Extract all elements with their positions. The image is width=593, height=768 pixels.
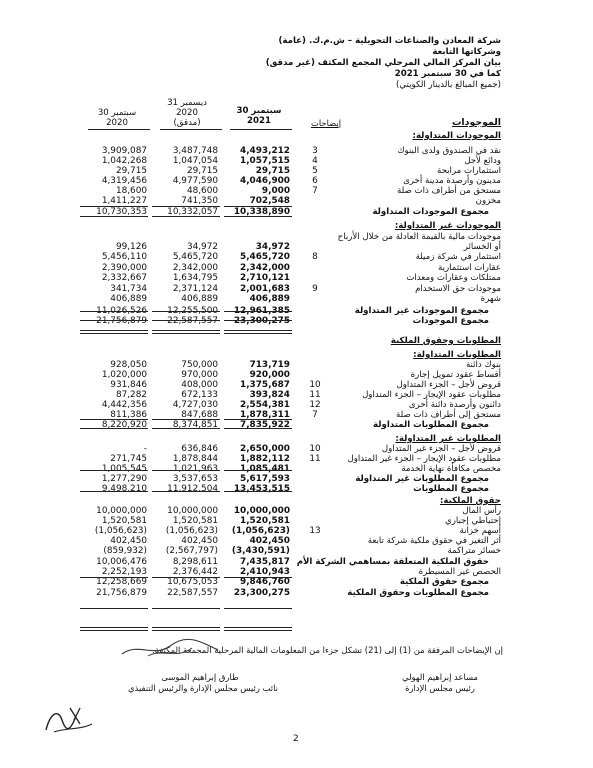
signatory-right-name: مساعد إبراهيم الهولي — [402, 672, 478, 682]
value-sep-2021: 29,715 — [255, 166, 290, 176]
rule — [224, 608, 292, 609]
rule — [80, 491, 148, 492]
value-dec-2020: 970,000 — [181, 370, 218, 380]
row-label: دائنون وأرصدة دائنة أخرى — [408, 400, 501, 410]
rule — [152, 311, 220, 312]
row-label: موجودات حق الاستخدام — [415, 284, 501, 294]
row-note-ref: 7 — [312, 186, 318, 196]
value-sep-2021: 2,650,000 — [240, 444, 290, 454]
value-dec-2020: 1,047,054 — [172, 156, 218, 166]
rule — [152, 608, 220, 609]
value-dec-2020: 408,000 — [181, 380, 218, 390]
row-label: مخصص مكافأة نهاية الخدمة — [401, 464, 501, 474]
value-sep-2021: 1,375,687 — [240, 380, 290, 390]
rule — [80, 577, 148, 578]
value-sep-2021: 10,000,000 — [233, 506, 290, 516]
col-header-dec2020 — [156, 98, 218, 128]
row-label: أو الخسائر — [463, 242, 501, 252]
col-header-sep2020 — [86, 108, 148, 128]
signatory-left-title: نائب رئيس مجلس الإدارة والرئيس التنفيذي — [128, 683, 278, 693]
value-sep-2020: (859,932) — [103, 546, 147, 556]
value-dec-2020: 2,371,124 — [172, 284, 218, 294]
rule — [224, 419, 292, 420]
value-dec-2020: 741,350 — [181, 196, 218, 206]
value-sep-2021: 2,410,943 — [240, 567, 290, 577]
row-label: الموجودات المتداولة: — [412, 131, 501, 141]
row-label: نقد في الصندوق ولدى البنوك — [397, 146, 501, 156]
rule — [224, 216, 292, 217]
value-sep-2020: 811,386 — [110, 410, 147, 420]
double-rule — [224, 330, 292, 334]
value-sep-2021: 23,300,275 — [233, 316, 290, 326]
value-sep-2020: 271,745 — [110, 454, 147, 464]
value-sep-2021: 702,548 — [249, 196, 290, 206]
row-label: أقساط عقود تمويل إجارة — [410, 370, 501, 380]
row-note-ref: 7 — [312, 410, 318, 420]
row-label: خسائر متراكمة — [447, 546, 501, 556]
rule — [80, 320, 148, 321]
row-note-ref: 5 — [312, 166, 318, 176]
row-note-ref: 13 — [309, 526, 321, 536]
statement-date: كما في 30 سبتمبر 2021 — [394, 69, 501, 79]
value-sep-2021: 2,554,381 — [240, 400, 290, 410]
value-sep-2020: 21,756,879 — [96, 316, 147, 326]
value-dec-2020: 1,021,963 — [172, 464, 218, 474]
value-sep-2020: 406,889 — [110, 294, 147, 304]
row-label: استثمارات مرابحة — [437, 166, 501, 176]
value-sep-2020: (1,056,623) — [94, 526, 147, 536]
col-header-underline-2021 — [230, 129, 292, 130]
row-label: إحتياطي إجباري — [444, 516, 501, 526]
row-label: بنوك دائنة — [465, 360, 501, 370]
value-sep-2021: 7,835,922 — [240, 420, 290, 430]
value-sep-2020: - — [143, 444, 147, 454]
rule — [224, 311, 292, 312]
value-dec-2020: 22,587,557 — [167, 316, 218, 326]
value-dec-2020: 4,727,030 — [172, 400, 218, 410]
value-sep-2020: 928,050 — [110, 360, 147, 370]
page-number: 2 — [293, 734, 299, 744]
row-label: الحصص غير المسيطرة — [418, 567, 501, 577]
value-sep-2020: 10,006,476 — [96, 557, 147, 567]
value-sep-2020: 2,332,667 — [101, 273, 147, 283]
value-sep-2020: 18,600 — [115, 186, 147, 196]
row-note-ref: 11 — [309, 454, 321, 464]
row-label: مجموع الموجودات غير المتداولة — [354, 306, 489, 316]
value-sep-2020: 10,000,000 — [96, 506, 147, 516]
value-dec-2020: 2,342,000 — [172, 263, 218, 273]
row-label: مجموع المطلوبات وحقوق الملكية — [347, 588, 489, 598]
row-label: مجموع المطلوبات المتداولة — [373, 420, 489, 430]
value-sep-2021: 10,338,890 — [233, 207, 290, 217]
value-dec-2020: 1,520,581 — [172, 516, 218, 526]
value-sep-2021: 34,972 — [255, 242, 290, 252]
value-dec-2020: 5,465,720 — [172, 252, 218, 262]
row-label: الموجودات غير المتداولة: — [394, 221, 501, 231]
rule — [152, 428, 220, 429]
rule — [80, 419, 148, 420]
subsidiaries-line: وشركاتها التابعة — [432, 47, 501, 57]
row-label: أسهم خزانة — [459, 526, 501, 536]
rule — [224, 320, 292, 321]
row-label: ودائع لأجل — [464, 156, 501, 166]
row-label: حقوق الملكية المتعلقة بمساهمي الشركة الأم — [296, 557, 489, 567]
value-sep-2020: 1,005,545 — [101, 464, 147, 474]
value-sep-2020: 8,220,920 — [101, 420, 147, 430]
value-sep-2020: 5,456,110 — [101, 252, 147, 262]
double-rule — [152, 330, 220, 334]
value-dec-2020: 8,374,851 — [172, 420, 218, 430]
double-rule — [80, 330, 148, 334]
row-label: مطلوبات عقود الإيجار – الجزء غير المتداول — [347, 454, 501, 464]
value-sep-2020: 1,020,000 — [101, 370, 147, 380]
row-note-ref: 6 — [312, 176, 318, 186]
value-sep-2020: 87,282 — [115, 390, 147, 400]
value-dec-2020: 2,376,442 — [172, 567, 218, 577]
value-dec-2020: 3,487,748 — [172, 146, 218, 156]
rule — [80, 311, 148, 312]
row-label: المطلوبات غير المتداولة: — [395, 434, 501, 444]
footnote: إن الإيضاحات المرفقة من (1) إلى (21) تشكل جزءا من المعلومات المالية المرحلية المجمعة المكثفة. — [152, 645, 503, 655]
col-header-sep2021-line2: 2021 — [247, 116, 271, 126]
row-label: حقوق الملكية: — [439, 496, 501, 506]
value-sep-2021: 12,961,385 — [233, 306, 290, 316]
value-sep-2021: 406,889 — [249, 294, 290, 304]
row-label: مجموع المطلوبات غير المتداولة — [355, 474, 489, 484]
value-sep-2021: 402,450 — [249, 536, 290, 546]
rule — [80, 206, 148, 207]
rule — [152, 206, 220, 207]
value-sep-2021: 2,710,121 — [240, 273, 290, 283]
row-label: قروض لأجل – الجزء المتداول — [396, 380, 501, 390]
row-note-ref: 8 — [312, 252, 318, 262]
value-dec-2020: 11,912,504 — [167, 484, 218, 494]
currency-note: (جميع المبالغ بالدينار الكويتي) — [396, 80, 501, 90]
value-sep-2020: 11,026,526 — [96, 306, 147, 316]
value-sep-2020: 402,450 — [110, 536, 147, 546]
statement-title: بيان المركز المالي المرحلي المجمع المكثف (غير مدقق) — [265, 58, 501, 68]
value-sep-2020: 1,411,227 — [101, 196, 147, 206]
col-header-dec2020-line2: 2020 — [176, 108, 198, 118]
value-dec-2020: 1,634,795 — [172, 273, 218, 283]
value-sep-2021: 713,719 — [249, 360, 290, 370]
double-rule — [224, 627, 292, 631]
value-sep-2021: 5,465,720 — [240, 252, 290, 262]
value-sep-2021: 23,300,275 — [233, 588, 290, 598]
col-header-underline-sep2020 — [88, 129, 150, 130]
value-sep-2021: 7,435,817 — [240, 557, 290, 567]
row-note-ref: 10 — [309, 444, 321, 454]
value-sep-2020: 12,258,669 — [96, 577, 147, 587]
row-note-ref: 12 — [309, 400, 321, 410]
value-dec-2020: 8,298,611 — [172, 557, 218, 567]
row-note-ref: 3 — [312, 146, 318, 156]
value-sep-2020: 10,730,353 — [96, 207, 147, 217]
row-note-ref: 4 — [312, 156, 318, 166]
value-sep-2021: 920,000 — [249, 370, 290, 380]
row-label: شهرة — [480, 294, 501, 304]
value-sep-2020: 3,909,087 — [101, 146, 147, 156]
rule — [152, 491, 220, 492]
row-label: قروض لأجل – الجزء غير المتداول — [381, 444, 501, 454]
value-dec-2020: 1,878,844 — [172, 454, 218, 464]
row-label: المطلوبات وحقوق الملكية — [390, 336, 501, 346]
value-dec-2020: 750,000 — [181, 360, 218, 370]
value-sep-2021: 2,342,000 — [240, 263, 290, 273]
row-label: المطلوبات المتداولة: — [413, 350, 501, 360]
rule — [152, 470, 220, 471]
value-dec-2020: 10,675,053 — [167, 577, 218, 587]
rule — [152, 577, 220, 578]
row-label: مجموع الموجودات المتداولة — [372, 207, 489, 217]
value-dec-2020: 22,587,557 — [167, 588, 218, 598]
rule — [80, 470, 148, 471]
value-sep-2021: 13,453,515 — [233, 484, 290, 494]
value-sep-2021: 9,846,760 — [240, 577, 290, 587]
row-label: أثر التغير في حقوق ملكية شركة تابعة — [367, 536, 501, 546]
signatory-left-name: طارق إبراهيم الموسى — [161, 672, 239, 682]
col-header-underline-dec2020 — [160, 129, 222, 130]
value-sep-2020: 4,319,456 — [101, 176, 147, 186]
value-dec-2020: 10,000,000 — [167, 506, 218, 516]
row-label: مطلوبات عقود الإيجار – الجزء المتداول — [362, 390, 501, 400]
value-dec-2020: 3,537,653 — [172, 474, 218, 484]
value-sep-2021: 1,878,311 — [240, 410, 290, 420]
row-note-ref: 9 — [312, 284, 318, 294]
row-label: مجموع الموجودات — [412, 316, 489, 326]
col-header-dec2020-line1: 31 ديسمبر — [167, 98, 207, 108]
row-label: مستحق إلى أطراف ذات صلة — [396, 410, 501, 420]
value-sep-2020: 2,252,193 — [101, 567, 147, 577]
rule — [224, 428, 292, 429]
double-rule — [80, 627, 148, 631]
value-sep-2020: 29,715 — [115, 166, 147, 176]
value-sep-2021: 9,000 — [261, 186, 290, 196]
value-dec-2020: 12,255,500 — [167, 306, 218, 316]
value-sep-2020: 4,442,356 — [101, 400, 147, 410]
rule — [80, 608, 148, 609]
col-header-sep2021 — [228, 106, 290, 126]
value-sep-2021: 393,824 — [249, 390, 290, 400]
rule — [152, 320, 220, 321]
value-dec-2020: 29,715 — [186, 166, 218, 176]
value-dec-2020: (1,056,623) — [165, 526, 218, 536]
rule — [152, 419, 220, 420]
row-label: مستحق من أطراف ذات صلة — [397, 186, 501, 196]
col-header-dec2020-line3: (مدقق) — [173, 118, 201, 128]
value-dec-2020: 847,688 — [181, 410, 218, 420]
value-dec-2020: 672,133 — [181, 390, 218, 400]
row-label: عقارات استثمارية — [438, 263, 501, 273]
rule — [224, 491, 292, 492]
col-header-sep2021-line1: 30 سبتمبر — [236, 106, 282, 116]
rule — [224, 206, 292, 207]
double-rule — [152, 627, 220, 631]
row-label: الموجودات — [452, 117, 501, 128]
col-header-sep2020-line1: 30 سبتمبر — [97, 108, 137, 118]
value-sep-2021: 2,001,683 — [240, 284, 290, 294]
value-sep-2020: 9,498,210 — [101, 484, 147, 494]
value-dec-2020: 636,846 — [181, 444, 218, 454]
value-sep-2020: 1,042,268 — [101, 156, 147, 166]
value-sep-2021: 4,046,900 — [240, 176, 290, 186]
rule — [224, 470, 292, 471]
value-sep-2020: 1,520,581 — [101, 516, 147, 526]
value-sep-2020: 2,390,000 — [101, 263, 147, 273]
value-dec-2020: (2,567,797) — [165, 546, 218, 556]
value-sep-2020: 21,756,879 — [96, 588, 147, 598]
value-sep-2020: 99,126 — [115, 242, 147, 252]
col-header-notes: إيضاحات — [310, 118, 342, 128]
value-sep-2021: 1,057,515 — [240, 156, 290, 166]
handwritten-initials — [40, 700, 100, 740]
row-label: موجودات مالية بالقيمة العادلة من خلال الأرباح — [337, 232, 501, 242]
rule — [80, 428, 148, 429]
row-note-ref: 11 — [309, 390, 321, 400]
value-dec-2020: 402,450 — [181, 536, 218, 546]
value-sep-2020: 341,734 — [110, 284, 147, 294]
row-label: مجموع المطلوبات — [413, 484, 489, 494]
value-dec-2020: 34,972 — [186, 242, 218, 252]
signature-scribble-left — [118, 636, 228, 662]
rule — [224, 577, 292, 578]
row-label: مخزون — [475, 196, 501, 206]
value-dec-2020: 4,977,590 — [172, 176, 218, 186]
row-label: ممتلكات وعقارات ومعدات — [406, 273, 501, 283]
value-sep-2021: (1,056,623) — [231, 526, 290, 536]
value-dec-2020: 10,332,057 — [167, 207, 218, 217]
value-dec-2020: 406,889 — [181, 294, 218, 304]
row-note-ref: 10 — [309, 380, 321, 390]
value-sep-2021: 1,882,112 — [240, 454, 290, 464]
value-sep-2021: 1,085,481 — [240, 464, 290, 474]
row-label: مجموع حقوق الملكية — [399, 577, 489, 587]
value-sep-2021: 4,493,212 — [240, 146, 290, 156]
signatory-right-title: رئيس مجلس الإدارة — [405, 683, 475, 693]
row-label: استثمار في شركة زميلة — [415, 252, 501, 262]
row-label: مدينون وأرصدة مدينة أخرى — [403, 176, 501, 186]
value-sep-2021: 1,520,581 — [240, 516, 290, 526]
col-header-sep2020-line2: 2020 — [106, 118, 128, 128]
value-dec-2020: 48,600 — [186, 186, 218, 196]
rule — [152, 216, 220, 217]
rule — [80, 216, 148, 217]
row-label: رأس المال — [462, 506, 501, 516]
value-sep-2021: 5,617,593 — [240, 474, 290, 484]
value-sep-2020: 931,846 — [110, 380, 147, 390]
value-sep-2020: 1,277,290 — [101, 474, 147, 484]
company-name: شركة المعادن والصناعات التحويلية – ش.م.ك. (عامة) — [278, 36, 501, 46]
value-sep-2021: (3,430,591) — [231, 546, 290, 556]
